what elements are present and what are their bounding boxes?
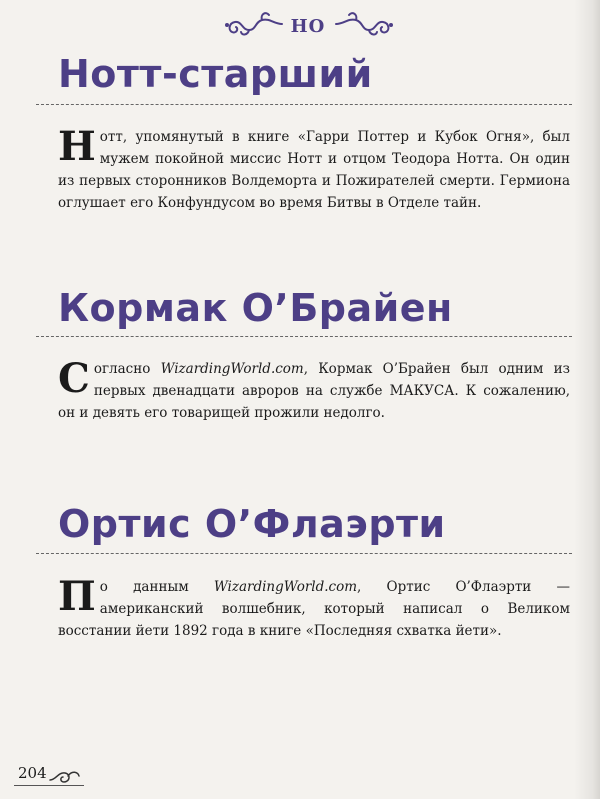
page-edge-shadow (574, 0, 600, 799)
section-divider (36, 336, 572, 337)
section-divider (36, 553, 572, 554)
entry-body (58, 573, 570, 642)
website-link-text: WizardingWorld.com (213, 579, 358, 595)
website-link-text: WizardingWorld.com (160, 361, 304, 377)
footer-flourish-icon (48, 766, 82, 786)
page-number: 204 (18, 764, 47, 782)
entry-title: Кормак О’Брайен (58, 286, 453, 330)
entry-body (58, 123, 570, 214)
section-divider (36, 104, 572, 105)
entry-text-pre: о данным (99, 579, 214, 595)
entry-text-post: , Ортис О’Флаэрти — американский волшебник, который написал о Великом восстании йети 1892 года в книге «Последняя схватка йети». (58, 579, 570, 639)
entry-text-post: , Кормак О’Брайен был одним из первых двенадцати авроров на службе МАКУСА. К сожалению, он и девять его товарищей прожили недолго. (58, 361, 570, 421)
drop-cap: П (58, 573, 96, 620)
right-flourish-icon (334, 8, 396, 38)
entry-title: Ортис О’Флаэрти (58, 502, 446, 546)
footer-rule (14, 785, 84, 786)
entry-body (58, 355, 570, 424)
drop-cap: С (58, 355, 90, 402)
entry-text-pre: огласно (93, 361, 161, 377)
left-flourish-icon (222, 8, 284, 38)
drop-cap: Н (58, 123, 96, 170)
running-header (0, 2, 600, 42)
entry-title: Нотт-старший (58, 52, 373, 96)
entry-text: отт, упомянутый в книге «Гарри Поттер и Кубок Огня», был мужем покойной миссис Нотт и отцом Теодора Нотта. Он один из первых сторонников Волдеморта и Пожирателей смерти. Гермиона оглушает его Конфундусом во время Битвы в Отделе тайн. (58, 129, 570, 211)
header-section-label: НО (290, 16, 326, 37)
